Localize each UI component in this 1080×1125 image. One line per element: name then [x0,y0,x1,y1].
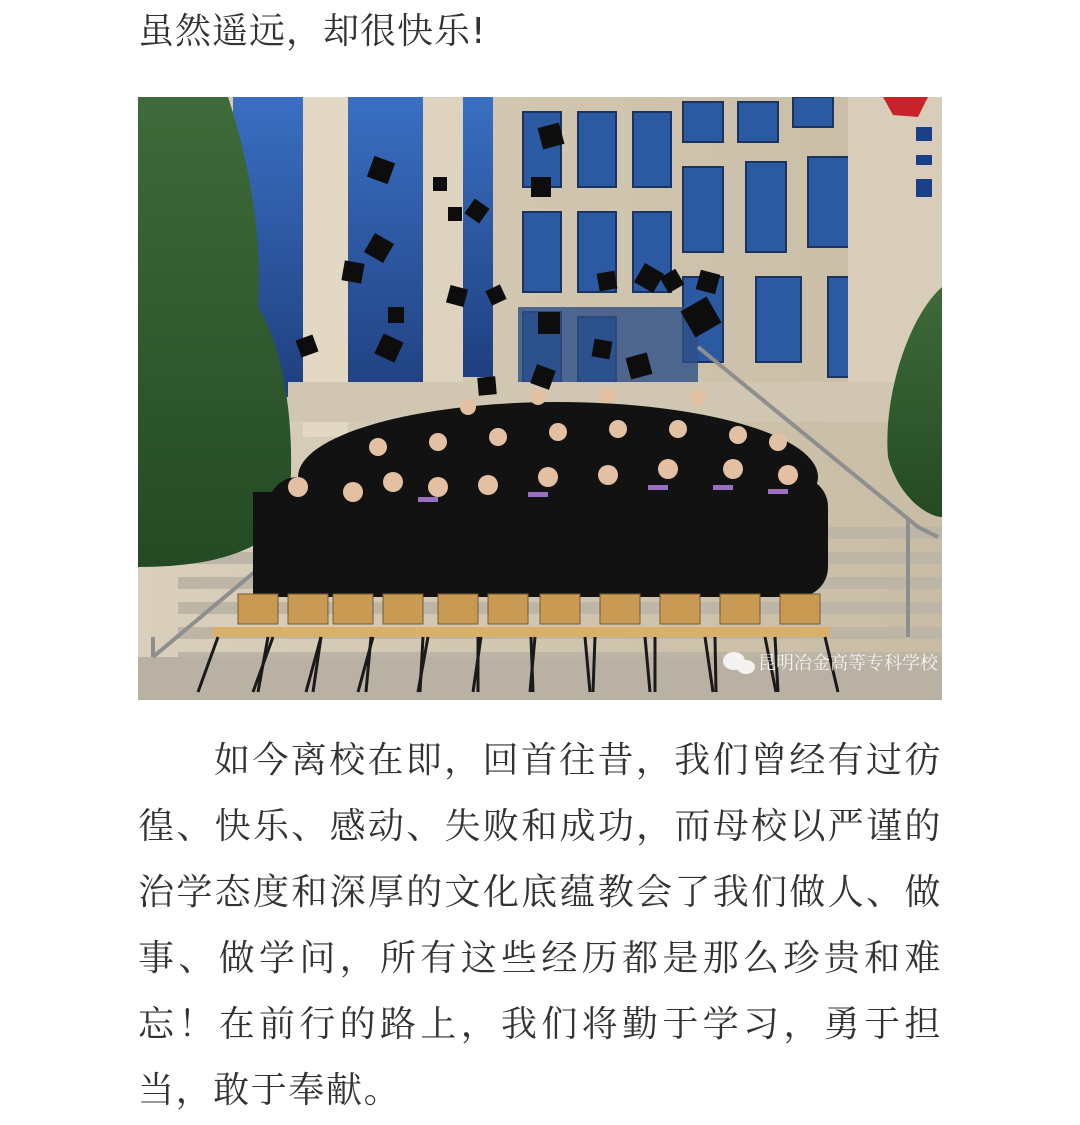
photo-watermark: 昆明冶金高等专科学校 [758,653,938,674]
body-paragraph: 如今离校在即，回首往昔，我们曾经有过彷徨、快乐、感动、失败和成功，而母校以严谨的治学态度和深厚的文化底蕴教会了我们做人、做事、做学问，所有这些经历都是那么珍贵和难忘！在前行的路上，我们将勤于学习，勇于担当，敢于奉献。 [138,740,942,1111]
graduation-photo [138,97,942,700]
lead-text: 虽然遥远，却很快乐! [138,11,487,52]
